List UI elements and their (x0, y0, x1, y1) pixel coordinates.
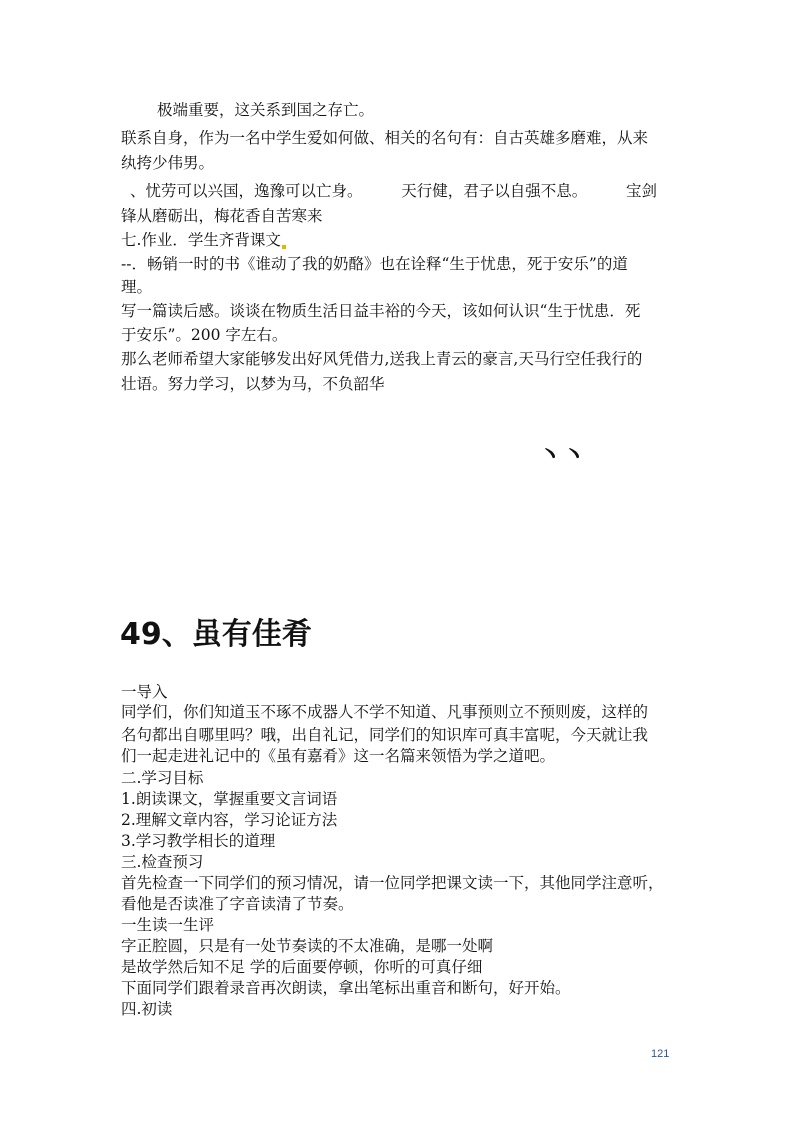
text-line: 极端重要，这关系到国之存亡。 (157, 101, 375, 119)
text-line: 同学们，你们知道玉不琢不成器人不学不知道、凡事预则立不预则废，这样的 (121, 703, 649, 721)
text-line: 1.朗读课文，掌握重要文言词语 (121, 790, 338, 808)
text-line: 名句都出自哪里吗？哦，出自礼记，同学们的知识库可真丰富呢，今天就让我 (121, 726, 649, 744)
text-line: 那么老师希望大家能够发出好风凭借力,送我上青云的豪言,天马行空任我行的 (121, 350, 643, 368)
text-line: --．畅销一时的书《谁动了我的奶酪》也在诠释“生于忧患，死于安乐”的道 (121, 255, 628, 273)
text-line: 一导入 (121, 683, 168, 701)
text-line: 纨挎少伟男。 (121, 154, 215, 172)
text-line: 联系自身，作为一名中学生爱如何做、相关的名句有：自古英雄多磨难，从来 (121, 129, 649, 147)
text-line (121, 229, 286, 251)
text-line: 首先检查一下同学们的预习情况，请一位同学把课文读一下，其他同学注意听， (121, 874, 664, 892)
cursor-mark-icon (282, 245, 286, 249)
text-line: 锋从磨砺出，梅花香自苦寒来 (121, 207, 323, 225)
text-line: 一生读一生评 (121, 916, 215, 934)
text-line: 壮语。努力学习，以梦为马，不负韶华 (121, 375, 385, 393)
text-line: 理。 (121, 278, 153, 296)
text-line: 们一起走进礼记中的《虽有嘉肴》这一名篇来领悟为学之道吧。 (121, 747, 556, 765)
text-line: 三.检查预习 (121, 853, 204, 871)
text-line: 于安乐”。200 字左右。 (121, 326, 288, 344)
text-line-content: 七.作业．学生齐背课文 (121, 231, 281, 249)
text-line: 看他是否读准了字音读清了节奏。 (121, 895, 354, 913)
text-line: 二.学习目标 (121, 769, 204, 787)
text-line: 是故学然后知不足 学的后面要停顿，你听的可真仔细 (121, 958, 483, 976)
text-line: 四.初读 (121, 1000, 173, 1018)
section-heading: 49、虽有佳肴 (120, 617, 312, 652)
text-line: 3.学习教学相长的道理 (121, 832, 276, 850)
page-number: 121 (651, 1048, 670, 1060)
text-line: 写一篇读后感。谈谈在物质生活日益丰裕的今天，该如何认识“生于忧患．死 (121, 302, 641, 320)
text-line: 字正腔圆，只是有一处节奏读的不太准确，是哪一处啊 (121, 937, 494, 955)
text-line: 下面同学们跟着录音再次朗读，拿出笔标出重音和断句，好开始。 (121, 979, 571, 997)
text-line: 2.理解文章内容，学习论证方法 (121, 811, 338, 829)
stray-marks: 丶丶 (538, 440, 586, 469)
text-line: 、忧劳可以兴国，逸豫可以亡身。 天行健，君子以自强不息。 宝剑 (130, 182, 658, 200)
